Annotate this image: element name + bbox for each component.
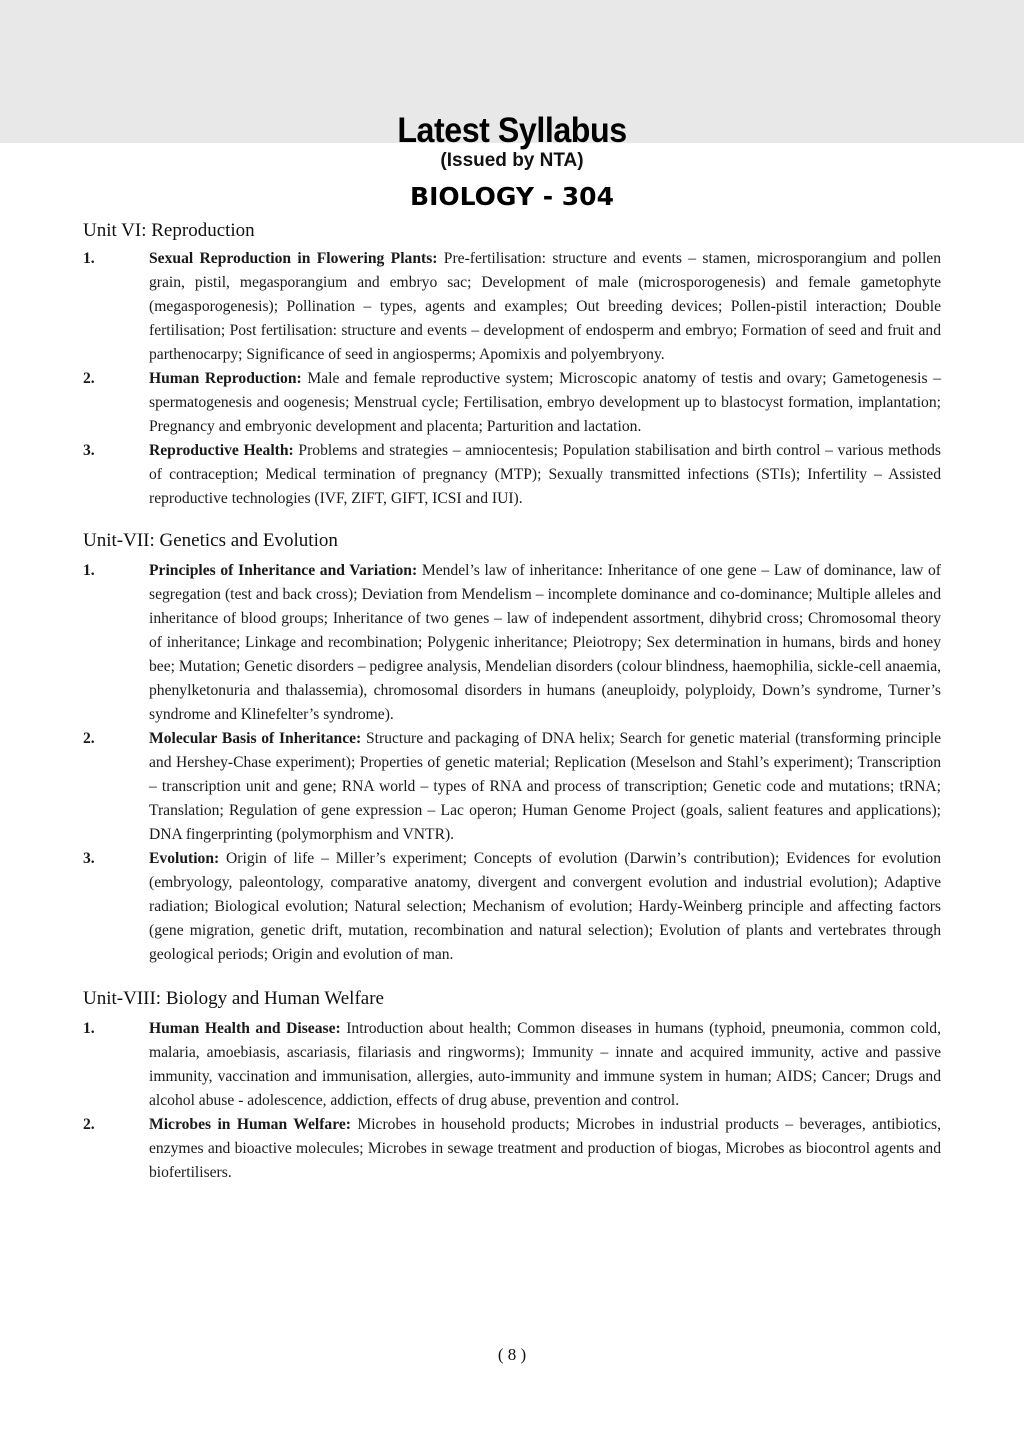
syllabus-item (83, 247, 941, 367)
syllabus-item (83, 559, 941, 727)
syllabus-content (83, 217, 941, 1185)
item-title: Principles of Inheritance and Variation: (149, 562, 418, 579)
item-title: Reproductive Health: (149, 442, 294, 459)
item-title: Sexual Reproduction in Flowering Plants: (149, 250, 438, 267)
item-text: Introduction about health; Common diseases in humans (typhoid, pneumonia, common cold, malaria, amoebiasis, ascariasis, filariasis and ringworms); Immunity – innate and acquired immunity, active and passive immunity, vaccination and immunisation, allergies, auto-immunity and immune system in human; AIDS; Cancer; Drugs and alcohol abuse - adolescence, addiction, effects of drug abuse, prevention and control. (149, 1020, 941, 1109)
item-text: Problems and strategies – amniocentesis; Population stabilisation and birth control – various methods of contraception; Medical termination of pregnancy (MTP); Sexually transmitted infections (STIs); Infertility – Assisted reproductive technologies (IVF, ZIFT, GIFT, ICSI and IUI). (149, 442, 941, 507)
unit-heading: Unit VI: Reproduction (83, 220, 255, 241)
unit-7-section (83, 527, 941, 967)
item-text: Origin of life – Miller’s experiment; Concepts of evolution (Darwin’s contribution); Evidences for evolution (embryology, paleontology, comparative anatomy, divergent and convergent evolution and industrial evolution); Adaptive radiation; Biological evolution; Natural selection; Mechanism of evolution; Hardy-Weinberg principle and affecting factors (gene migration, genetic drift, mutation, recombination and natural selection); Evolution of plants and vertebrates through geological periods; Origin and evolution of man. (149, 850, 941, 963)
item-title: Microbes in Human Welfare: (149, 1116, 351, 1133)
unit-8-section (83, 985, 941, 1185)
item-number: 2. (83, 1116, 95, 1133)
item-number: 1. (83, 250, 95, 267)
item-number: 2. (83, 370, 95, 387)
syllabus-item (83, 847, 941, 967)
syllabus-item (83, 367, 941, 439)
item-number: 3. (83, 850, 95, 867)
unit-heading: Unit-VIII: Biology and Human Welfare (83, 988, 384, 1009)
item-text: Microbes in household products; Microbes in industrial products – beverages, antibiotics, enzymes and bioactive molecules; Microbes in sewage treatment and production of biogas, Microbes as biocontrol agents and biofertilisers. (149, 1116, 941, 1181)
syllabus-item (83, 1113, 941, 1185)
item-number: 1. (83, 562, 95, 579)
issuer-subtitle: (Issued by NTA) (440, 150, 584, 171)
syllabus-item (83, 1017, 941, 1113)
item-title: Human Reproduction: (149, 370, 302, 387)
item-text: Structure and packaging of DNA helix; Search for genetic material (transforming principle and Hershey-Chase experiment); Properties of genetic material; Replication (Meselson and Stahl’s experiment); Transcription – transcription unit and gene; RNA world – types of RNA and process of transcription; Genetic code and mutations; tRNA; Translation; Regulation of gene expression – Lac operon; Human Genome Project (goals, salient features and applications); DNA fingerprinting (polymorphism and VNTR). (149, 730, 941, 843)
item-number: 3. (83, 442, 95, 459)
syllabus-item (83, 439, 941, 511)
syllabus-item (83, 727, 941, 847)
item-text: Mendel’s law of inheritance: Inheritance of one gene – Law of dominance, law of segregation (test and back cross); Deviation from Mendelism – incomplete dominance and co-dominance; Multiple alleles and inheritance of blood groups; Inheritance of two genes – law of independent assortment, dihybrid cross; Chromosomal theory of inheritance; Linkage and recombination; Polygenic inheritance; Pleiotropy; Sex determination in humans, birds and honey bee; Mutation; Genetic disorders – pedigree analysis, Mendelian disorders (colour blindness, haemophilia, sickle-cell anaemia, phenylketonuria and thalassemia), chromosomal disorders in humans (aneuploidy, polyploidy, Down’s syndrome, Turner’s syndrome and Klinefelter’s syndrome). (149, 562, 942, 723)
item-number: 1. (83, 1020, 95, 1037)
item-title: Evolution: (149, 850, 220, 867)
page-number: ( 8 ) (497, 1345, 527, 1364)
item-text: Male and female reproductive system; Microscopic anatomy of testis and ovary; Gametogenesis – spermatogenesis and oogenesis; Menstrual cycle; Fertilisation, embryo development up to blastocyst formation, implantation; Pregnancy and embryonic development and placenta; Parturition and lactation. (149, 370, 941, 435)
item-number: 2. (83, 730, 95, 747)
unit-6-section (83, 217, 941, 511)
page-title: Latest Syllabus (397, 111, 627, 151)
item-title: Molecular Basis of Inheritance: (149, 730, 362, 747)
unit-heading: Unit-VII: Genetics and Evolution (83, 530, 338, 551)
item-title: Human Health and Disease: (149, 1020, 341, 1037)
subject-title: BIOLOGY - 304 (410, 182, 614, 211)
item-text: Pre-fertilisation: structure and events – stamen, microsporangium and pollen grain, pistil, megasporangium and embryo sac; Development of male (microsporogenesis) and female gametophyte (megasporogenesis); Pollination – types, agents and examples; Out breeding devices; Pollen-pistil interaction; Double fertilisation; Post fertilisation: structure and events – development of endosperm and embryo; Formation of seed and fruit and parthenocarpy; Significance of seed in angiosperms; Apomixis and polyembryony. (149, 250, 941, 363)
